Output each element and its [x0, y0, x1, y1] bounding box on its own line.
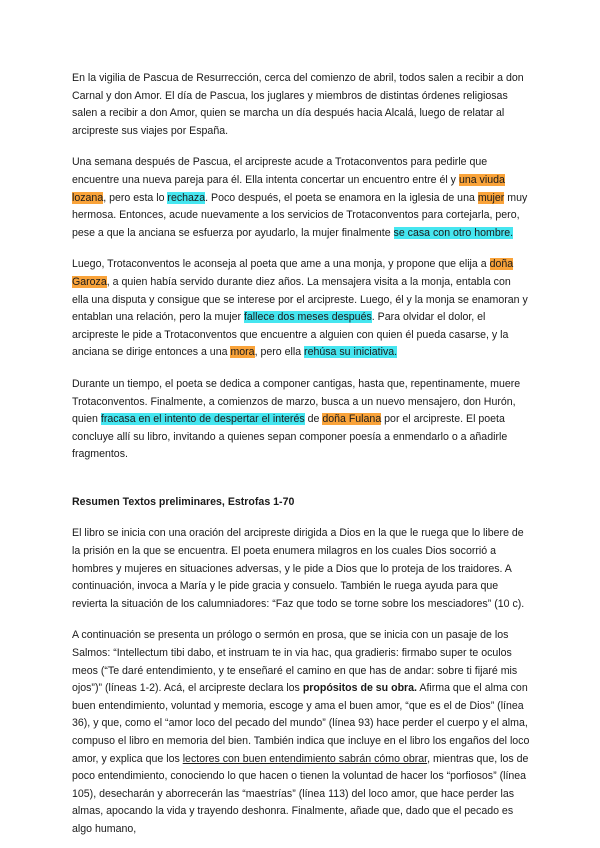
highlight-orange: doña Fulana — [322, 413, 382, 426]
text-span: , mientras que, los de poco entendimiento, conociendo lo que hacen o tienen la voluntad de hacer los “porfiosos” (línea 105), desecharán y aborrecerán las “maestrías” (línea 113) del loco amor, que hace perder las almas, apocando la vida y trayendo deshonra. Finalmente, añade que, dado que el pecado es algo humano, — [72, 752, 529, 835]
highlight-orange: una viuda lozana — [72, 173, 505, 204]
highlight-cyan: rehúsa su iniciativa. — [304, 346, 398, 359]
text-span: . Para olvidar el dolor, el arcipreste le pide a Trotaconventos que encuentre a alguien con quien él pueda casarse, y la anciana se dirige entonces a una — [72, 311, 509, 359]
highlight-orange: mora — [230, 346, 255, 359]
text-span: , pero esta lo — [103, 191, 168, 204]
text-span: . Poco después, el poeta se enamora en la iglesia de una — [205, 191, 478, 204]
highlight-orange: mujer — [477, 191, 505, 204]
text-span: Afirma que el alma con buen entendimiento, voluntad y memoria, escoge y ama el buen amor, “que es el de Dios” (línea 36), y que, como el “amor loco del pecado del mundo” (línea 93) hace perder el cuerpo y el alma, compuso el libro en memoria del bien. También indica que incluye en el libro los engaños del loco amor, y explica que los — [72, 682, 530, 765]
highlight-orange: doña Garoza — [72, 258, 514, 288]
text-span: , a quien había servido durante diez años. La mensajera visita a la monja, entabla con ella una disputa y consigue que se interese por el arcipreste. Luego, él y la monja se enamoran y entablan una relación, pero la mujer — [72, 275, 528, 324]
text-span: muy hermosa. Entonces, acude nuevamente a los servicios de Trotaconventos para cortejarla, pero, pese a que la anciana se esfuerza por ayudarlo, la mujer finalmente — [72, 191, 528, 239]
highlight-cyan: se casa con otro hombre. — [393, 226, 514, 239]
highlight-cyan: rechaza — [167, 191, 206, 204]
paragraph-6 — [72, 627, 530, 838]
underlined-text: lectores con buen entendimiento sabrán cómo obrar — [182, 752, 428, 765]
text-span: por el arcipreste. El poeta concluye allí su libro, invitando a quienes sepan componer poesía a enmendarlo o a añadirle fragmentos. — [72, 413, 508, 461]
bold-text: propósitos de su obra. — [302, 682, 418, 695]
text-span: de — [304, 413, 323, 426]
highlight-cyan: fracasa en el intento de despertar el interés — [100, 413, 305, 426]
text-span: Durante un tiempo, el poeta se dedica a componer cantigas, hasta que, repentinamente, muere Trotaconventos. Finalmente, a comienzos de marzo, busca a un nuevo mensajero, don Hurón, quien — [72, 377, 521, 426]
paragraph-5: El libro se inicia con una oración del arcipreste dirigida a Dios en la que le ruega que lo libere de la prisión en la que se encuentra. El poeta enumera milagros en los cuales Dios socorrió a hombres y mujeres en situaciones adversas, y le pide a Dios que lo proteja de los traidores. A continuación, invoca a María y le pide gracia y consuelo. También le ruega ayuda para que revierta la situación de los calumniadores: “Faz que todo se torne sobre los mesciadores” (10 c). — [72, 527, 525, 610]
paragraph-4 — [72, 376, 530, 464]
section-heading: Resumen Textos preliminares, Estrofas 1-70 — [72, 495, 295, 508]
text-span: A continuación se presenta un prólogo o sermón en prosa, que se inicia con un pasaje de los Salmos: “Intellectum tibi dabo, et instruam te in via hac, qua gradieris: firmabo super te oculos meos (“Te daré entendimiento, y te enseñaré el camino en que has de andar: sobre ti fijaré mis ojos”)” (líneas 1-2). Acá, el arcipreste declara los — [72, 629, 518, 695]
paragraph-1: En la vigilia de Pascua de Resurrección, cerca del comienzo de abril, todos salen a recibir a don Carnal y don Amor. El día de Pascua, los juglares y miembros de distintas órdenes religiosas salen a recibir a don Amor, quien se marcha un día después hacia Alcalá, luego de relatar al arcipreste sus viajes por España. — [72, 72, 524, 137]
text-span: , pero ella — [254, 346, 305, 359]
paragraph-3 — [72, 256, 530, 362]
highlight-cyan: fallece dos meses después — [243, 311, 372, 324]
text-span: Una semana después de Pascua, el arcipreste acude a Trotaconventos para pedirle que encuentre una nueva pareja para él. Ella intenta concertar un encuentro entre él y — [72, 156, 488, 186]
text-span: Luego, Trotaconventos le aconseja al poeta que ame a una monja, y propone que elija a — [72, 258, 490, 271]
paragraph-2 — [72, 154, 530, 242]
